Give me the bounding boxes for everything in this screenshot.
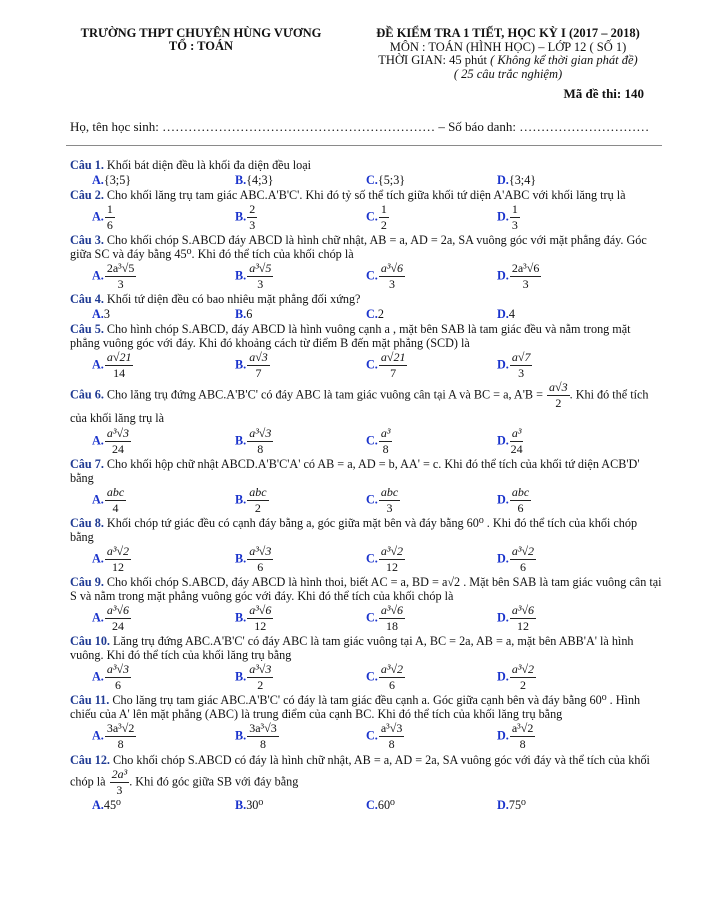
option-letter: C. xyxy=(366,307,378,321)
answer-option[interactable] xyxy=(92,663,235,692)
question-text: Cho khối chóp S.ABCD đáy ABCD là hình chữ nhật, AB = a, AD = 2a, SA vuông góc với mặt phẳng đáy. Góc giữa SC và đáy bằng 45⁰. Khi đó thể tích của khối chóp là xyxy=(70,233,647,261)
answer-option[interactable] xyxy=(92,307,235,321)
question-text: Cho lăng trụ đứng ABC.A'B'C' có đáy ABC là tam giác vuông cân tại A và BC = a, A'B = xyxy=(106,387,547,402)
option-letter: D. xyxy=(497,551,509,566)
question xyxy=(70,322,662,350)
question-text: Cho khối lăng trụ tam giác ABC.A'B'C'. Khi đó tỷ số thể tích giữa khối tứ diện A'ABC với khối lăng trụ là xyxy=(106,188,626,202)
option-fraction xyxy=(510,203,520,232)
option-letter: B. xyxy=(235,173,247,187)
option-letter: A. xyxy=(92,492,104,507)
inline-fraction xyxy=(547,381,570,410)
question xyxy=(70,188,662,202)
answer-option[interactable] xyxy=(366,604,497,633)
option-fraction xyxy=(379,203,389,232)
school-header xyxy=(60,27,342,53)
option-value: 2 xyxy=(377,307,384,321)
fraction-denominator: 6 xyxy=(106,218,113,232)
answer-option[interactable] xyxy=(497,427,662,456)
option-value: 45⁰ xyxy=(103,798,121,812)
answer-option[interactable] xyxy=(92,486,235,515)
answer-option[interactable] xyxy=(235,604,366,633)
option-fraction xyxy=(105,203,115,232)
answer-options xyxy=(70,604,662,633)
question xyxy=(70,752,662,797)
question-number: Câu 10. xyxy=(70,634,110,648)
option-letter: D. xyxy=(497,610,509,625)
question-number: Câu 1. xyxy=(70,158,104,172)
option-letter: C. xyxy=(366,669,378,684)
question-number: Câu 4. xyxy=(70,292,104,306)
question-block xyxy=(70,322,662,380)
option-fraction xyxy=(510,351,533,380)
answer-option[interactable] xyxy=(92,545,235,574)
option-fraction xyxy=(247,351,270,380)
option-value: 4 xyxy=(508,307,515,321)
fraction-numerator: a√7 xyxy=(511,350,531,364)
answer-option[interactable] xyxy=(366,351,497,380)
fraction-denominator: 3 xyxy=(249,218,256,232)
question-list xyxy=(0,158,706,812)
option-letter: A. xyxy=(92,307,104,321)
fraction-numerator: abc xyxy=(511,485,530,499)
fraction-numerator: a³√6 xyxy=(380,261,404,275)
question-text: Khối tứ diện đều có bao nhiêu mặt phẳng đối xứng? xyxy=(106,292,361,306)
fraction-numerator: 1 xyxy=(511,202,518,216)
question xyxy=(70,381,662,426)
answer-options xyxy=(70,351,662,380)
fraction-numerator: a³√3 xyxy=(106,662,130,676)
fraction-denominator: 8 xyxy=(257,442,264,456)
option-fraction xyxy=(105,486,126,515)
fraction-denominator: 12 xyxy=(516,619,529,633)
answer-option[interactable] xyxy=(366,203,497,232)
option-value: {4;3} xyxy=(246,173,274,187)
answer-option[interactable] xyxy=(497,203,662,232)
option-letter: C. xyxy=(366,209,378,224)
exam-subject: MÔN : TOÁN (HÌNH HỌC) – LỚP 12 ( SỐ 1) xyxy=(389,39,627,54)
question-block xyxy=(70,752,662,812)
question xyxy=(70,693,662,721)
option-letter: A. xyxy=(92,669,104,684)
fraction-denominator: 8 xyxy=(519,737,526,751)
question-text: Cho khối hộp chữ nhật ABCD.A'B'C'A' có AB = a, AD = b, AA' = c. Khi đó thể tích của khối tứ diện ACB'D' bằng xyxy=(70,457,640,485)
option-fraction xyxy=(510,262,542,291)
option-letter: A. xyxy=(92,357,104,372)
fraction-numerator: 2 xyxy=(249,202,256,216)
school-name: TRƯỜNG THPT CHUYÊN HÙNG VƯƠNG xyxy=(80,26,322,40)
question-count-note: ( 25 câu trắc nghiệm) xyxy=(453,66,563,81)
option-letter: C. xyxy=(366,492,378,507)
question xyxy=(70,516,662,544)
option-letter: B. xyxy=(235,669,247,684)
fraction-denominator: 3 xyxy=(117,277,124,291)
answer-option[interactable] xyxy=(497,307,662,321)
answer-option[interactable] xyxy=(235,545,366,574)
answer-options xyxy=(70,203,662,232)
exam-title: ĐỀ KIỂM TRA 1 TIẾT, HỌC KỲ I (2017 – 2018) xyxy=(376,26,640,40)
option-letter: A. xyxy=(92,728,104,743)
option-fraction xyxy=(247,427,273,456)
answer-option[interactable] xyxy=(235,663,366,692)
option-fraction xyxy=(105,351,134,380)
option-fraction xyxy=(105,604,131,633)
fraction-denominator: 8 xyxy=(388,737,395,751)
fraction-numerator: a³√2 xyxy=(511,662,535,676)
fraction-denominator: 3 xyxy=(522,277,529,291)
option-letter: D. xyxy=(497,173,509,187)
question-number: Câu 11. xyxy=(70,693,110,707)
fraction-numerator: a³√2 xyxy=(380,544,404,558)
option-fraction xyxy=(379,486,400,515)
question-block xyxy=(70,457,662,515)
fraction-numerator: a³√3 xyxy=(249,662,272,676)
option-letter: C. xyxy=(366,610,378,625)
answer-options xyxy=(70,173,662,187)
time-note: ( Không kể thời gian phát đề) xyxy=(490,53,638,67)
option-value: 75⁰ xyxy=(508,798,526,812)
answer-option[interactable] xyxy=(235,427,366,456)
question xyxy=(70,457,662,485)
answer-option[interactable] xyxy=(366,486,497,515)
fraction-numerator: 2a³√5 xyxy=(106,261,135,275)
fraction-numerator: a³√6 xyxy=(106,603,130,617)
time-label: THỜI GIAN: 45 phút xyxy=(378,53,487,67)
option-fraction xyxy=(247,722,279,751)
answer-option[interactable] xyxy=(497,798,662,812)
fraction-numerator: a³√2 xyxy=(511,544,535,558)
fraction-numerator: a³√2 xyxy=(380,662,404,676)
option-letter: B. xyxy=(235,433,247,448)
fraction-numerator: a³√5 xyxy=(249,261,272,275)
answer-option[interactable] xyxy=(92,604,235,633)
option-letter: A. xyxy=(92,268,104,283)
fraction-numerator: a³√6 xyxy=(380,603,404,617)
fraction-denominator: 2 xyxy=(555,396,562,410)
question-text-continued: . Khi đó góc giữa SB với đáy bằng xyxy=(129,774,299,789)
answer-option[interactable] xyxy=(235,173,366,187)
question-number: Câu 9. xyxy=(70,575,104,589)
answer-options xyxy=(70,545,662,574)
answer-option[interactable] xyxy=(235,262,366,291)
question-block xyxy=(70,575,662,633)
student-info-line: Họ, tên học sinh: ……………………………………………………… – Số báo danh: ………………………… xyxy=(70,119,650,134)
answer-options xyxy=(70,427,662,456)
answer-option[interactable] xyxy=(235,307,366,321)
question-block xyxy=(70,188,662,232)
fraction-denominator: 24 xyxy=(510,442,523,456)
option-letter: B. xyxy=(235,551,247,566)
option-fraction xyxy=(247,663,273,692)
question-number: Câu 6. xyxy=(70,387,104,402)
option-letter: C. xyxy=(366,551,378,566)
option-letter: D. xyxy=(497,307,509,321)
option-value: 6 xyxy=(246,307,253,321)
option-letter: D. xyxy=(497,209,509,224)
option-letter: B. xyxy=(235,798,247,812)
fraction-numerator: a³√6 xyxy=(511,603,535,617)
fraction-denominator: 3 xyxy=(257,277,264,291)
exam-header xyxy=(340,27,676,81)
fraction-numerator: a³ xyxy=(511,426,522,440)
option-letter: B. xyxy=(235,209,247,224)
inline-fraction xyxy=(110,768,130,797)
question-number: Câu 5. xyxy=(70,322,104,336)
answer-options xyxy=(70,798,662,812)
option-fraction xyxy=(379,722,405,751)
question-text: Cho lăng trụ tam giác ABC.A'B'C' có đáy là tam giác đều cạnh a. Góc giữa cạnh bên và đáy bằng 60⁰ . Hình chiếu của A' lên mặt phẳng (ABC) là trung điểm của cạnh BC. Khi đó thể tích của khối lăng trụ bằng xyxy=(70,693,641,721)
option-fraction xyxy=(105,262,137,291)
option-letter: D. xyxy=(497,268,509,283)
fraction-denominator: 7 xyxy=(255,366,262,380)
fraction-numerator: a³√3 xyxy=(249,426,272,440)
option-fraction xyxy=(510,486,531,515)
fraction-numerator: a√21 xyxy=(380,350,406,364)
option-fraction xyxy=(510,663,536,692)
fraction-numerator: 2a³ xyxy=(111,767,128,781)
option-letter: B. xyxy=(235,307,247,321)
option-letter: B. xyxy=(235,492,247,507)
answer-option[interactable] xyxy=(235,486,366,515)
question-block xyxy=(70,292,662,321)
answer-option[interactable] xyxy=(497,262,662,291)
option-letter: A. xyxy=(92,798,104,812)
question-block xyxy=(70,381,662,456)
option-letter: C. xyxy=(366,173,378,187)
option-letter: B. xyxy=(235,728,247,743)
fraction-denominator: 24 xyxy=(111,619,124,633)
option-letter: C. xyxy=(366,268,378,283)
fraction-denominator: 12 xyxy=(254,619,267,633)
answer-option[interactable] xyxy=(235,203,366,232)
question-text: Cho hình chóp S.ABCD, đáy ABCD là hình vuông cạnh a , mặt bên SAB là tam giác đều và nằm trong mặt phẳng vuông góc với đáy. Khi đó khoảng cách từ điểm B đến mặt phẳng (SCD) là xyxy=(70,322,631,350)
question xyxy=(70,634,662,662)
question-text: Cho khối chóp S.ABCD, đáy ABCD là hình thoi, biết AC = a, BD = a√2 . Mặt bên SAB là tam giác vuông cân tại S và nằm trong mặt phẳng vuông góc với đáy. Khi đó thể tích của khối chóp là xyxy=(70,575,662,603)
divider xyxy=(66,145,662,146)
option-fraction xyxy=(247,262,273,291)
fraction-denominator: 6 xyxy=(257,560,264,574)
department: TỔ : TOÁN xyxy=(168,39,234,53)
option-fraction xyxy=(247,545,273,574)
option-fraction xyxy=(247,604,273,633)
answer-option[interactable] xyxy=(92,262,235,291)
fraction-denominator: 6 xyxy=(114,678,121,692)
question-block xyxy=(70,634,662,692)
option-fraction xyxy=(379,545,405,574)
question xyxy=(70,158,662,172)
answer-option[interactable] xyxy=(92,427,235,456)
fraction-denominator: 3 xyxy=(388,277,395,291)
option-letter: C. xyxy=(366,433,378,448)
answer-option[interactable] xyxy=(366,663,497,692)
question-number: Câu 12. xyxy=(70,753,110,767)
answer-option[interactable] xyxy=(92,722,235,751)
fraction-denominator: 2 xyxy=(254,501,261,515)
fraction-numerator: a³ xyxy=(380,426,391,440)
answer-options xyxy=(70,307,662,321)
option-letter: B. xyxy=(235,268,247,283)
answer-option[interactable] xyxy=(497,486,662,515)
fraction-denominator: 12 xyxy=(385,560,398,574)
fraction-denominator: 6 xyxy=(519,560,526,574)
question-block xyxy=(70,233,662,291)
option-letter: D. xyxy=(497,357,509,372)
answer-option[interactable] xyxy=(366,722,497,751)
fraction-denominator: 14 xyxy=(113,366,126,380)
fraction-numerator: 3a³√2 xyxy=(106,721,135,735)
option-letter: A. xyxy=(92,610,104,625)
fraction-numerator: a³√2 xyxy=(511,721,534,735)
option-letter: C. xyxy=(366,798,378,812)
fraction-numerator: a√3 xyxy=(549,380,568,394)
answer-option[interactable] xyxy=(497,722,662,751)
option-letter: D. xyxy=(497,433,509,448)
answer-option[interactable] xyxy=(366,173,497,187)
option-letter: A. xyxy=(92,433,104,448)
fraction-denominator: 18 xyxy=(385,619,398,633)
answer-option[interactable] xyxy=(497,545,662,574)
fraction-numerator: 1 xyxy=(106,202,113,216)
option-value: {3;4} xyxy=(508,173,537,187)
answer-option[interactable] xyxy=(497,663,662,692)
option-fraction xyxy=(247,486,268,515)
fraction-denominator: 3 xyxy=(386,501,393,515)
fraction-denominator: 7 xyxy=(390,366,397,380)
fraction-numerator: 1 xyxy=(380,202,387,216)
answer-option[interactable] xyxy=(92,173,235,187)
fraction-numerator: abc xyxy=(380,485,399,499)
fraction-numerator: abc xyxy=(106,485,125,499)
option-fraction xyxy=(247,203,257,232)
option-fraction xyxy=(379,427,393,456)
answer-option[interactable] xyxy=(497,351,662,380)
option-fraction xyxy=(105,722,137,751)
fraction-numerator: abc xyxy=(249,485,267,499)
option-letter: D. xyxy=(497,669,509,684)
fraction-denominator: 2 xyxy=(257,678,264,692)
answer-option[interactable] xyxy=(366,262,497,291)
answer-options xyxy=(70,262,662,291)
answer-options xyxy=(70,486,662,515)
fraction-numerator: a³√3 xyxy=(380,721,403,735)
answer-option[interactable] xyxy=(235,351,366,380)
question-number: Câu 2. xyxy=(70,188,104,202)
option-letter: D. xyxy=(497,492,509,507)
question-number: Câu 8. xyxy=(70,516,104,530)
option-fraction xyxy=(379,604,405,633)
fraction-denominator: 24 xyxy=(111,442,124,456)
question xyxy=(70,575,662,603)
question-block xyxy=(70,693,662,751)
fraction-denominator: 8 xyxy=(382,442,389,456)
fraction-numerator: 3a³√3 xyxy=(249,721,277,735)
question-text: Khối chóp tứ giác đều có cạnh đáy bằng a, góc giữa mặt bên và đáy bằng 60⁰ . Khi đó thể tích của khối chóp bằng xyxy=(70,516,638,544)
question xyxy=(70,292,662,306)
question-number: Câu 3. xyxy=(70,233,104,247)
option-fraction xyxy=(510,604,536,633)
option-letter: A. xyxy=(92,209,104,224)
question-number: Câu 7. xyxy=(70,457,104,471)
answer-option[interactable] xyxy=(92,798,235,812)
fraction-denominator: 6 xyxy=(517,501,524,515)
option-fraction xyxy=(105,663,131,692)
option-letter: C. xyxy=(366,728,378,743)
answer-option[interactable] xyxy=(366,307,497,321)
option-fraction xyxy=(510,722,536,751)
option-letter: C. xyxy=(366,357,378,372)
option-fraction xyxy=(379,663,405,692)
answer-options xyxy=(70,722,662,751)
option-letter: B. xyxy=(235,357,247,372)
option-value: 60⁰ xyxy=(377,798,395,812)
fraction-denominator: 8 xyxy=(259,737,266,751)
fraction-denominator: 3 xyxy=(511,218,518,232)
answer-option[interactable] xyxy=(235,722,366,751)
answer-option[interactable] xyxy=(497,173,662,187)
exam-time xyxy=(340,54,676,68)
fraction-denominator: 3 xyxy=(518,366,525,380)
question-text-continued: . Khi đó thể tích của khối lăng trụ là xyxy=(70,387,649,425)
answer-option[interactable] xyxy=(235,798,366,812)
fraction-denominator: 2 xyxy=(380,218,387,232)
answer-option[interactable] xyxy=(366,545,497,574)
fraction-denominator: 4 xyxy=(112,501,119,515)
option-fraction xyxy=(510,427,524,456)
option-fraction xyxy=(105,545,131,574)
question-block xyxy=(70,516,662,574)
fraction-numerator: a³√2 xyxy=(106,544,130,558)
option-fraction xyxy=(379,262,405,291)
option-value: 3 xyxy=(103,307,110,321)
question-text: Cho khối chóp S.ABCD có đáy là hình chữ nhật, AB = a, AD = 2a, SA vuông góc với đáy và thể tích của khối chóp là xyxy=(70,753,650,789)
fraction-denominator: 6 xyxy=(388,678,395,692)
fraction-numerator: a³√3 xyxy=(249,544,272,558)
option-fraction xyxy=(510,545,536,574)
option-value: {3;5} xyxy=(103,173,132,187)
question-text: Lăng trụ đứng ABC.A'B'C' có đáy ABC là tam giác vuông tại A, BC = 2a, AB = a, mặt bên ABB'A' là hình vuông. Khi đó thể tích của khối lăng trụ bằng xyxy=(70,634,634,662)
option-letter: A. xyxy=(92,173,104,187)
fraction-numerator: a³√3 xyxy=(106,426,130,440)
exam-code: Mã đề thi: 140 xyxy=(563,86,644,101)
answer-option[interactable] xyxy=(497,604,662,633)
option-letter: D. xyxy=(497,728,509,743)
fraction-denominator: 2 xyxy=(519,678,526,692)
page-header xyxy=(0,27,706,119)
option-value: 30⁰ xyxy=(246,798,264,812)
fraction-numerator: a√3 xyxy=(249,350,268,364)
question-block xyxy=(70,158,662,187)
option-letter: D. xyxy=(497,798,509,812)
question xyxy=(70,233,662,261)
fraction-denominator: 12 xyxy=(111,560,124,574)
answer-option[interactable] xyxy=(92,351,235,380)
answer-option[interactable] xyxy=(366,798,497,812)
option-letter: A. xyxy=(92,551,104,566)
question-text: Khối bát diện đều là khối đa diện đều loại xyxy=(106,158,312,172)
fraction-denominator: 3 xyxy=(116,783,123,797)
fraction-numerator: a³√6 xyxy=(249,603,272,617)
answer-options xyxy=(70,663,662,692)
option-fraction xyxy=(379,351,408,380)
fraction-denominator: 8 xyxy=(117,737,124,751)
fraction-numerator: 2a³√6 xyxy=(511,261,540,275)
option-letter: B. xyxy=(235,610,247,625)
answer-option[interactable] xyxy=(366,427,497,456)
option-fraction xyxy=(105,427,131,456)
answer-option[interactable] xyxy=(92,203,235,232)
option-value: {5;3} xyxy=(377,173,406,187)
fraction-numerator: a√21 xyxy=(106,350,132,364)
